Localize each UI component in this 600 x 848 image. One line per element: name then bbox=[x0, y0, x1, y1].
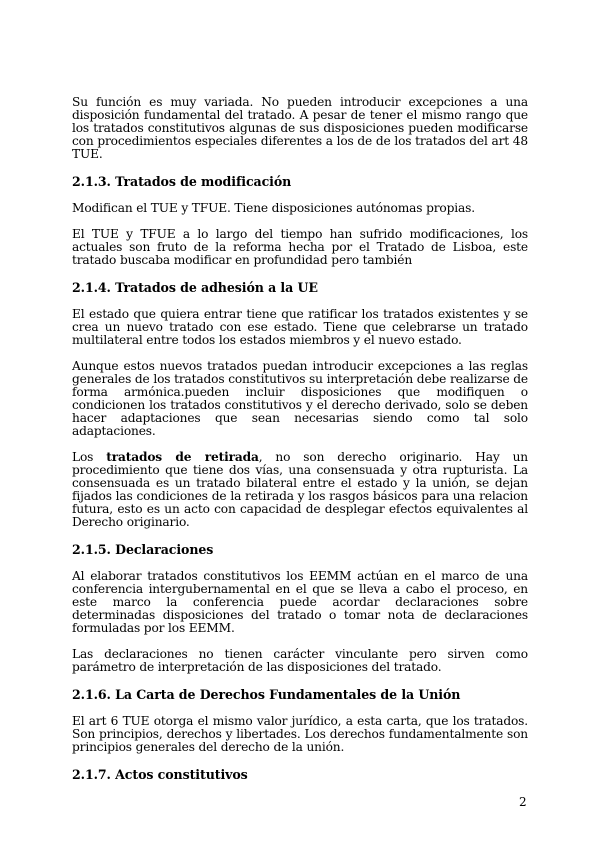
paragraph: Su función es muy variada. No pueden introducir excepciones a una disposición fundamental del tratado. A pesar de tener el mismo rango que los tratados constitutivos algunas de sus disposiciones pueden modificarse con procedimientos especiales diferentes a los de de los tratados del art 48 TUE. bbox=[72, 95, 528, 161]
section-tratados-modificacion bbox=[72, 175, 528, 267]
section-tratados-adhesion bbox=[72, 281, 528, 529]
text-run: Los bbox=[72, 450, 107, 464]
section-heading: 2.1.7. Actos constitutivos bbox=[72, 767, 248, 782]
paragraph: Aunque estos nuevos tratados puedan introducir excepciones a las reglas generales de los tratados constitutivos su interpretación debe realizarse de forma armónica.pueden incluir disposiciones que modifiquen o condicionen los tratados constitutivos y el derecho derivado, solo se deben hacer adaptaciones que sean necesarias siendo como tal solo adaptaciones. bbox=[72, 359, 528, 438]
paragraph: Modifican el TUE y TFUE. Tiene disposiciones autónomas propias. bbox=[72, 201, 475, 215]
section-declaraciones bbox=[72, 543, 528, 674]
section-actos-constitutivos bbox=[72, 768, 528, 782]
bold-term: tratados de retirada bbox=[106, 450, 259, 464]
paragraph: El TUE y TFUE a lo largo del tiempo han sufrido modificaciones, los actuales son fruto de la reforma hecha por el Tratado de Lisboa, este tratado buscaba modificar en profundidad pero también bbox=[72, 227, 528, 267]
section-heading: 2.1.3. Tratados de modificación bbox=[72, 174, 292, 189]
section-heading: 2.1.6. La Carta de Derechos Fundamentales de la Unión bbox=[72, 687, 461, 702]
section-heading: 2.1.5. Declaraciones bbox=[72, 542, 214, 557]
section-heading: 2.1.4. Tratados de adhesión a la UE bbox=[72, 280, 318, 295]
page-number: 2 bbox=[519, 795, 527, 809]
section-carta-derechos bbox=[72, 688, 528, 754]
section-intro bbox=[72, 96, 528, 161]
paragraph: El art 6 TUE otorga el mismo valor jurídico, a esta carta, que los tratados. Son principios, derechos y libertades. Los derechos fundamentalmente son principios generales del derecho de la unión. bbox=[72, 714, 528, 754]
paragraph: Al elaborar tratados constitutivos los EEMM actúan en el marco de una conferencia intergubernamental en el que se lleva a cabo el proceso, en este marco la conferencia puede acordar declaraciones sobre determinadas disposiciones del tratado o tomar nota de declaraciones formuladas por los EEMM. bbox=[72, 569, 528, 635]
paragraph-tratados-retirada bbox=[72, 451, 528, 529]
paragraph: Las declaraciones no tienen carácter vinculante pero sirven como parámetro de interpretación de las disposiciones del tratado. bbox=[72, 647, 528, 674]
text-run: , no son derecho originario. Hay un procedimiento que tiene dos vías, una consensuada y otra rupturista. La consensuada es un tratado bilateral entre el estado y la unión, se dejan fijados las condiciones de la retirada y los rasgos básicos para una relacion futura, esto es un acto con capacidad de desplegar efectos equivalentes al Derecho originario. bbox=[72, 450, 528, 529]
document-page bbox=[72, 96, 528, 795]
paragraph: El estado que quiera entrar tiene que ratificar los tratados existentes y se crea un nuevo tratado con ese estado. Tiene que celebrarse un tratado multilateral entre todos los estados miembros y el nuevo estado. bbox=[72, 307, 528, 347]
